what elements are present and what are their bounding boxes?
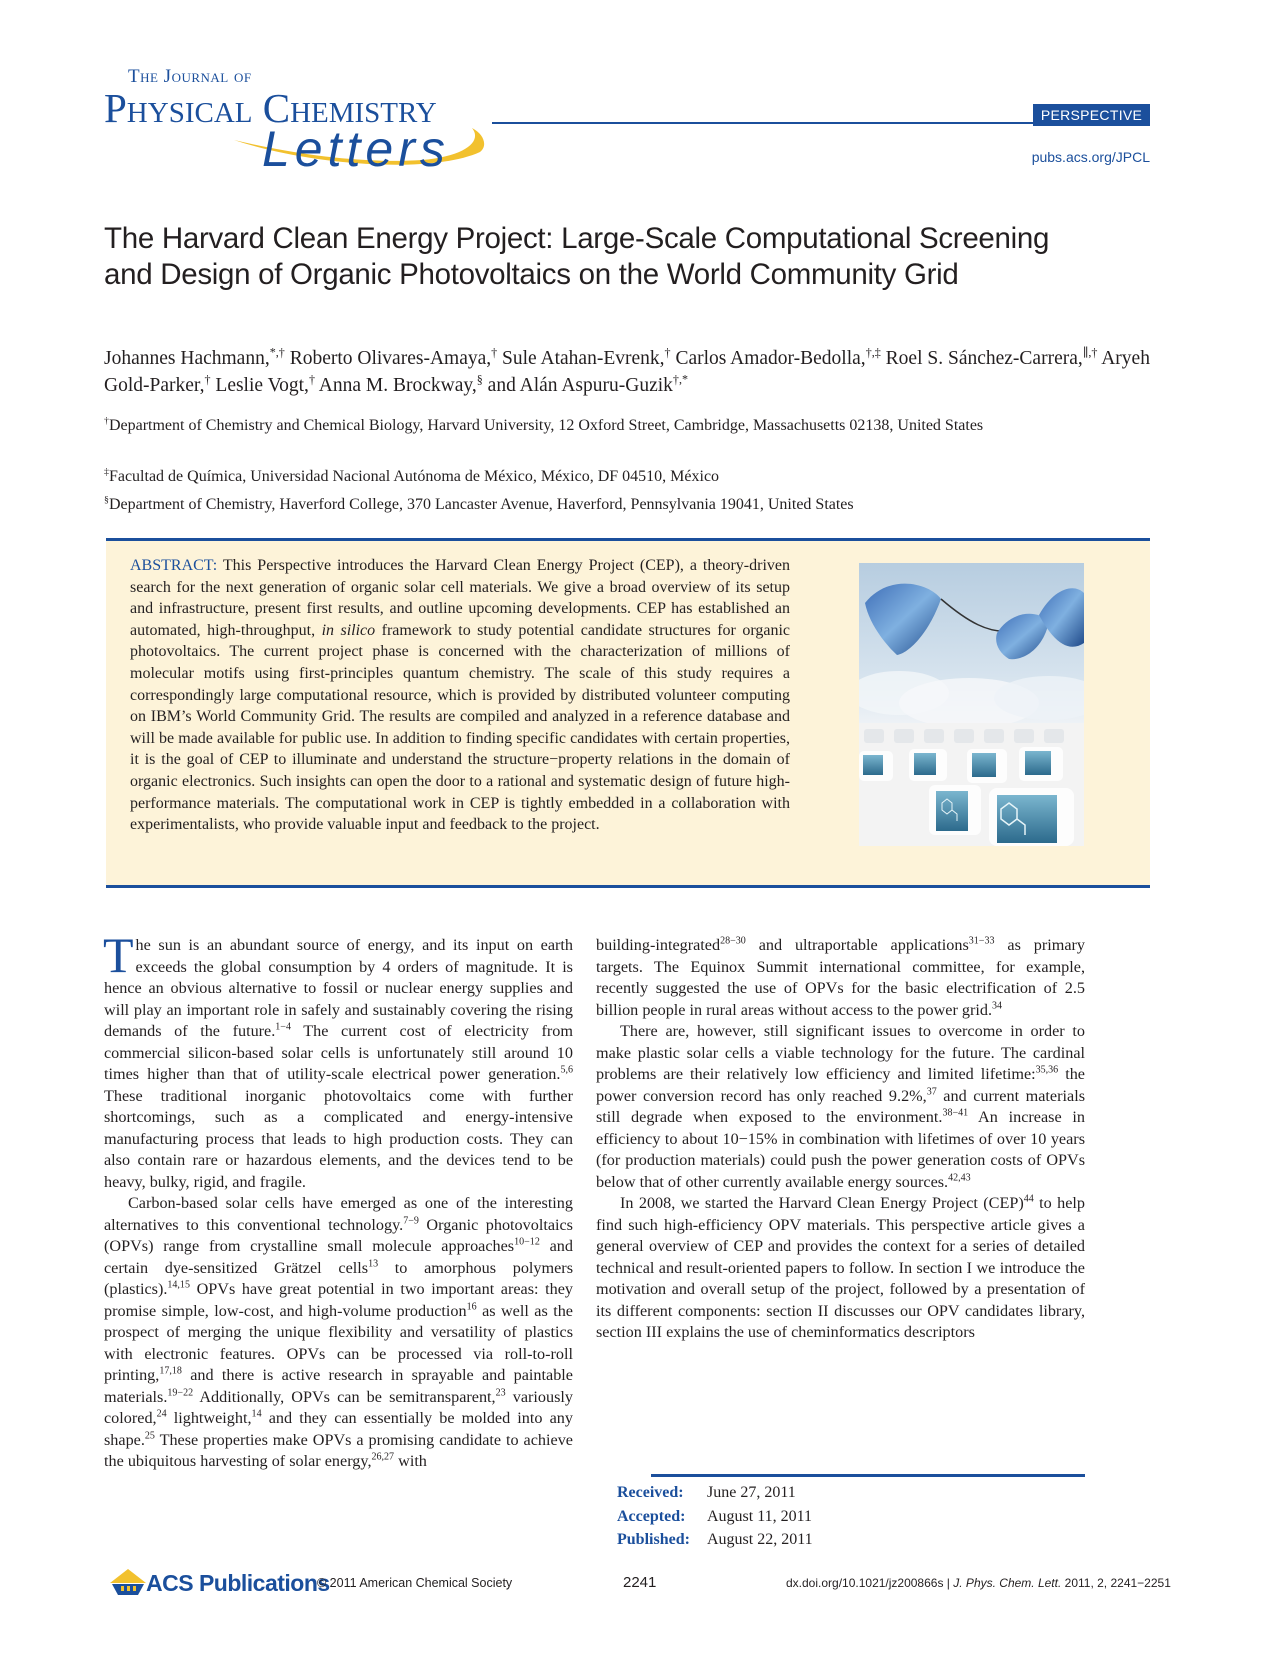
abstract: [130, 555, 790, 836]
author-affiliation-mark: †: [491, 345, 498, 360]
body-paragraph: Carbon-based solar cells have emerged as one of the interesting alternatives to this conventional technology.$^{7-9}$ Organic photovoltaics (OPVs) range from crystalline small molecule approaches$^{10-12}$ and certain dye-sensitized Grätzel cells$^{13}$ to amorphous polymers (plastics).$^{14,15}$ OPVs have great potential in two important areas: they promise simple, low-cost, and high-volume production$^{16}$ as well as the prospect of merging the unique flexibility and versatility of plastics with electronic features. OPVs can be processed via roll-to-roll printing,$^{17,18}$ and there is active research in sprayable and paintable materials.$^{19-22}$ Additionally, OPVs can be semitransparent,$^{23}$ variously colored,$^{24}$ lightweight,$^{14}$ and they can essentially be molded into any shape.$^{25}$ These properties make OPVs a promising candidate to achieve the ubiquitous harvesting of solar energy,$^{26,27}$ with: [104, 1194, 574, 1470]
citation-details: 2011, 2, 2241−2251: [1064, 1576, 1171, 1590]
citation-ref[interactable]: 44: [1023, 1193, 1034, 1205]
date-value: June 27, 2011: [707, 1484, 796, 1501]
body-paragraph: There are, however, still significant issues to overcome in order to make plastic solar cells a viable technology for the future. The cardinal problems are their relatively low efficiency and limited lifetime:$^{35,36}$ the power conversion record has only reached 9.2%,$^{37}$ and current materials still degrade when exposed to the environment.$^{38-41}$ An increase in efficiency to about 10−15% in combination with lifetimes of over 10 years (for production materials) could push the power generation costs of OPVs below that of other currently available energy sources.$^{42,43}$: [596, 1022, 1085, 1191]
acs-logo-icon: [108, 1567, 148, 1597]
citation-journal: J. Phys. Chem. Lett.: [953, 1576, 1062, 1590]
date-label: Received:: [617, 1484, 684, 1501]
citation-ref[interactable]: 13: [368, 1258, 379, 1270]
author-affiliation-mark: †,‡: [865, 345, 881, 360]
date-value: August 22, 2011: [707, 1531, 813, 1548]
author-affiliation-mark: ∥,†: [1082, 345, 1098, 360]
affiliation-text: Department of Chemistry, Haverford College, 370 Lancaster Avenue, Haverford, Pennsylvania 19041, United States: [108, 496, 854, 513]
journal-name-line3: Letters: [262, 121, 450, 177]
date-accepted: [617, 1505, 813, 1529]
body-column-right: [596, 935, 1085, 1344]
citation-ref[interactable]: 5,6: [560, 1064, 573, 1076]
citation-ref[interactable]: 23: [495, 1387, 506, 1399]
citation-ref[interactable]: 7−9: [403, 1215, 419, 1227]
author: Aryeh Gold-Parker,†: [104, 348, 1150, 396]
publication-dates: [617, 1481, 813, 1552]
author-affiliation-mark: †,*: [672, 372, 689, 387]
citation-ref[interactable]: 38−41: [942, 1107, 969, 1119]
abstract-text-1: This Perspective introduces the Harvard Clean Energy Project (CEP), a theory-driven search for the next generation of organic solar cell materials. We give a broad overview of its setup and infrastructure, present first results, and outline upcoming developments. CEP has established an automated, high-throughput,: [130, 557, 790, 639]
journal-name-line1: The Journal of: [128, 66, 252, 87]
drop-cap: T: [103, 927, 134, 983]
publisher-name: ACS Publications: [146, 1570, 330, 1596]
body-column-left: [103, 927, 574, 1473]
author: Roberto Olivares-Amaya,†: [289, 345, 498, 369]
author-affiliation-mark: †: [308, 372, 315, 387]
author: and Alán Aspuru-Guzik†,*: [487, 372, 689, 396]
citation-ref[interactable]: 26,27: [371, 1451, 395, 1463]
date-value: August 11, 2011: [707, 1507, 813, 1525]
citation-ref[interactable]: 10−12: [514, 1236, 540, 1248]
author: Sule Atahan-Evrenk,†: [502, 345, 671, 369]
citation-ref[interactable]: 31−33: [968, 935, 995, 947]
affiliation: [104, 466, 1104, 488]
date-published: [617, 1528, 813, 1552]
affiliation-mark: ‡: [104, 466, 109, 478]
page-number: 2241: [623, 1574, 657, 1591]
abstract-label: ABSTRACT:: [130, 557, 218, 574]
author: Leslie Vogt,†: [215, 372, 315, 396]
article-title: The Harvard Clean Energy Project: Large-Scale Computational Screening and Design of Organic Photovoltaics on the World Community Grid: [104, 222, 1050, 291]
toc-illustration-icon: [859, 563, 1084, 846]
author-affiliation-mark: *,†: [269, 345, 285, 360]
toc-graphic: [859, 563, 1084, 846]
citation-ref[interactable]: 19−22: [167, 1387, 194, 1399]
author: Johannes Hachmann,*,†: [104, 345, 285, 369]
doi-link[interactable]: dx.doi.org/10.1021/jz200866s: [786, 1576, 944, 1590]
journal-name-line2: Physical Chemistry: [104, 85, 437, 131]
citation-ref[interactable]: 16: [466, 1301, 477, 1313]
author-affiliation-mark: §: [476, 372, 483, 387]
citation-ref[interactable]: 34: [992, 1000, 1003, 1012]
affiliation-mark: §: [104, 494, 109, 506]
author-affiliation-mark: †: [204, 372, 211, 387]
citation-ref[interactable]: 42,43: [948, 1172, 971, 1184]
author: Carlos Amador-Bedolla,†,‡: [675, 345, 881, 369]
body-paragraph: In 2008, we started the Harvard Clean Energy Project (CEP)$^{44}$ to help find such high-efficiency OPV materials. This perspective article gives a general overview of CEP and provides the context for a series of detailed technical and result-oriented papers to follow. In section I we introduce the motivation and overall setup of the project, followed by a presentation of its different components: section II discusses our OPV candidates library, section III explains the use of cheminformatics descriptors: [596, 1193, 1085, 1341]
citation-ref[interactable]: 35,36: [1035, 1064, 1059, 1076]
citation-ref[interactable]: 24: [156, 1408, 167, 1420]
affiliation-text: Facultad de Química, Universidad Nacional Autónoma de México, México, DF 04510, México: [108, 468, 720, 485]
citation-ref[interactable]: 37: [926, 1086, 937, 1098]
date-received: [617, 1481, 813, 1505]
citation-ref[interactable]: 25: [144, 1430, 155, 1442]
author-affiliation-mark: †: [664, 345, 671, 360]
body-paragraph: building-integrated$^{28-30}$ and ultraportable applications$^{31-33}$ as primary targets. The Equinox Summit international committee, for example, recently suggested the use of OPVs for the basic electrification of 2.5 billion people in rural areas without access to the power grid.$^{34}$: [596, 935, 1085, 1019]
citation-ref[interactable]: 1−4: [275, 1021, 291, 1033]
copyright: © 2011 American Chemical Society: [317, 1576, 513, 1590]
citation-ref[interactable]: 14,15: [167, 1279, 190, 1291]
citation-ref[interactable]: 28−30: [720, 935, 746, 947]
journal-url-link[interactable]: pubs.acs.org/JPCL: [1031, 149, 1150, 165]
abstract-text-2: framework to study potential candidate structures for organic photovoltaics. The current project phase is concerned with the characterization of millions of molecular motifs using first-principles quantum chemistry. The scale of this study requires a correspondingly large computational resource, which is provided by distributed volunteer computing on IBM’s World Community Grid. The results are compiled and analyzed in a reference database and will be made available for public use. In addition to finding specific candidates with certain properties, it is the goal of CEP to illuminate and understand the structure−property relations in the domain of organic electronics. Such insights can open the door to a rational and systematic design of future high-performance materials. The computational work in CEP is tightly embedded in a collaboration with experimentalists, who provide valuable input and feedback to the project.: [130, 621, 791, 834]
citation-ref[interactable]: 14: [251, 1408, 262, 1420]
author-list: [104, 345, 1164, 399]
affiliation-text: Department of Chemistry and Chemical Biology, Harvard University, 12 Oxford Street, Cambridge, Massachusetts 02138, United States: [108, 417, 984, 434]
article-type-badge: PERSPECTIVE: [1033, 104, 1150, 126]
doi-citation: dx.doi.org/10.1021/jz200866s | J. Phys. Chem. Lett. 2011, 2, 2241−2251: [786, 1576, 1171, 1590]
dates-divider: [651, 1474, 1085, 1477]
author: Roel S. Sánchez-Carrera,∥,†: [885, 345, 1098, 369]
body-paragraph: The sun is an abundant source of energy, and its input on earth exceeds the global consumption by 4 orders of magnitude. It is hence an obvious alternative to fossil or nuclear energy supplies and will play an important role in safely and sustainably covering the rising demands of the future.$^{1-4}$ The current cost of electricity from commercial silicon-based solar cells is unfortunately still around 10 times higher than that of utility-scale electrical power generation.$^{5,6}$ These traditional inorganic photovoltaics come with further shortcomings, such as a complicated and energy-intensive manufacturing process that leads to high production costs. They can also contain rare or hazardous elements, and the devices tend to be heavy, bulky, rigid, and fragile.: [103, 927, 573, 1191]
date-label: Published:: [617, 1531, 690, 1548]
affiliation-mark: †: [104, 415, 109, 427]
author: Anna M. Brockway,§: [318, 372, 483, 396]
abstract-italic: in silico: [321, 621, 376, 639]
affiliation: [104, 415, 1104, 437]
date-label: Accepted:: [617, 1507, 686, 1525]
affiliation: [104, 494, 1104, 516]
citation-ref[interactable]: 17,18: [159, 1365, 182, 1377]
journal-logo: [104, 62, 484, 177]
